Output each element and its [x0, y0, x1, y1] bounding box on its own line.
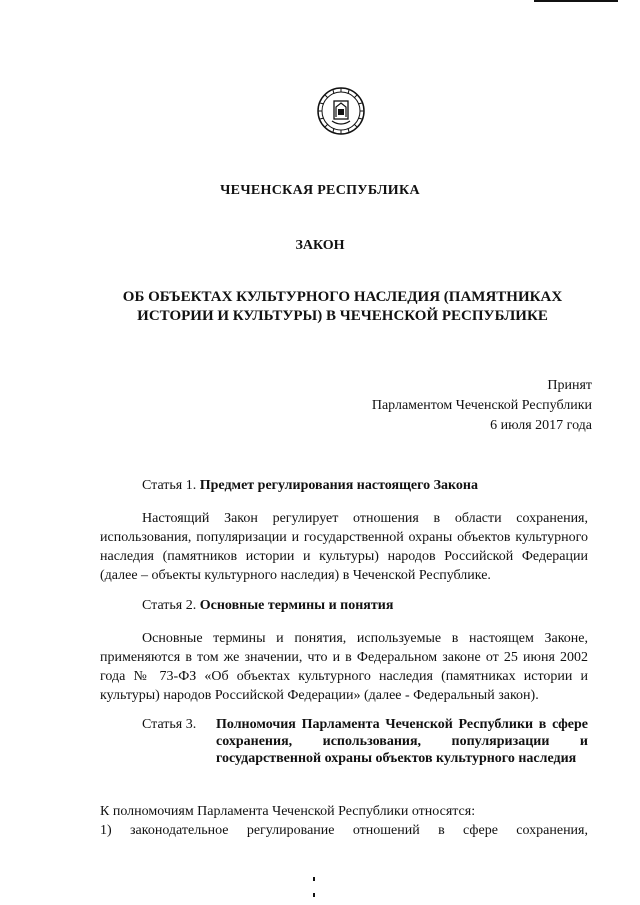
law-title-line-1: ОБ ОБЪЕКТАХ КУЛЬТУРНОГО НАСЛЕДИЯ (ПАМЯТНИКАХ	[122, 289, 563, 305]
adoption-block	[372, 376, 592, 436]
article-3-item-1: 1) законодательное регулирование отношений в сфере сохранения,	[100, 823, 588, 838]
article-1-label: Статья 1.	[142, 478, 197, 493]
article-3-intro: К полномочиям Парламента Чеченской Республики относятся:	[100, 804, 476, 819]
article-2-title: Основные термины и понятия	[199, 598, 394, 613]
article-2-text	[100, 629, 588, 705]
law-title-line-2: ИСТОРИИ И КУЛЬТУРЫ) В ЧЕЧЕНСКОЙ РЕСПУБЛИКЕ	[137, 308, 548, 324]
article-2-heading	[142, 598, 393, 614]
doc-type-heading: ЗАКОН	[295, 238, 345, 253]
article-1-title: Предмет регулирования настоящего Закона	[199, 478, 478, 493]
law-title	[120, 288, 565, 326]
article-2-label: Статья 2.	[142, 598, 197, 613]
article-1-heading	[142, 478, 478, 494]
corner-mark	[534, 0, 618, 5]
article-3-title: Полномочия Парламента Чеченской Республики в сфере сохранения, использования, популяризации и государственной охраны объектов культурного наследия	[216, 717, 588, 766]
adoption-body: Парламентом Чеченской Республики	[371, 398, 592, 413]
article-1-text	[100, 509, 588, 585]
adoption-date: 6 июля 2017 года	[490, 418, 592, 433]
scan-mark	[313, 893, 315, 897]
republic-heading: ЧЕЧЕНСКАЯ РЕСПУБЛИКА	[220, 183, 420, 198]
scan-mark	[313, 877, 315, 881]
article-1-body: Настоящий Закон регулирует отношения в области сохранения, использования, популяризации и государственной охраны объектов культурного наследия (памятников истории и культуры) народов Российской Федерации (далее – объекты культурного наследия) в Чеченской Республике.	[100, 511, 588, 583]
article-2-body: Основные термины и понятия, используемые в настоящем Законе, применяются в том же значении, что и в Федеральном законе от 25 июня 2002 года № 73-ФЗ «Об объектах культурного наследия (памятниках истории и культуры) народов Российской Федерации» (далее - Федеральный закон).	[100, 631, 588, 703]
adoption-label: Принят	[547, 378, 592, 393]
article-3-label: Статья 3.	[142, 717, 197, 732]
coat-of-arms-emblem	[317, 87, 365, 135]
